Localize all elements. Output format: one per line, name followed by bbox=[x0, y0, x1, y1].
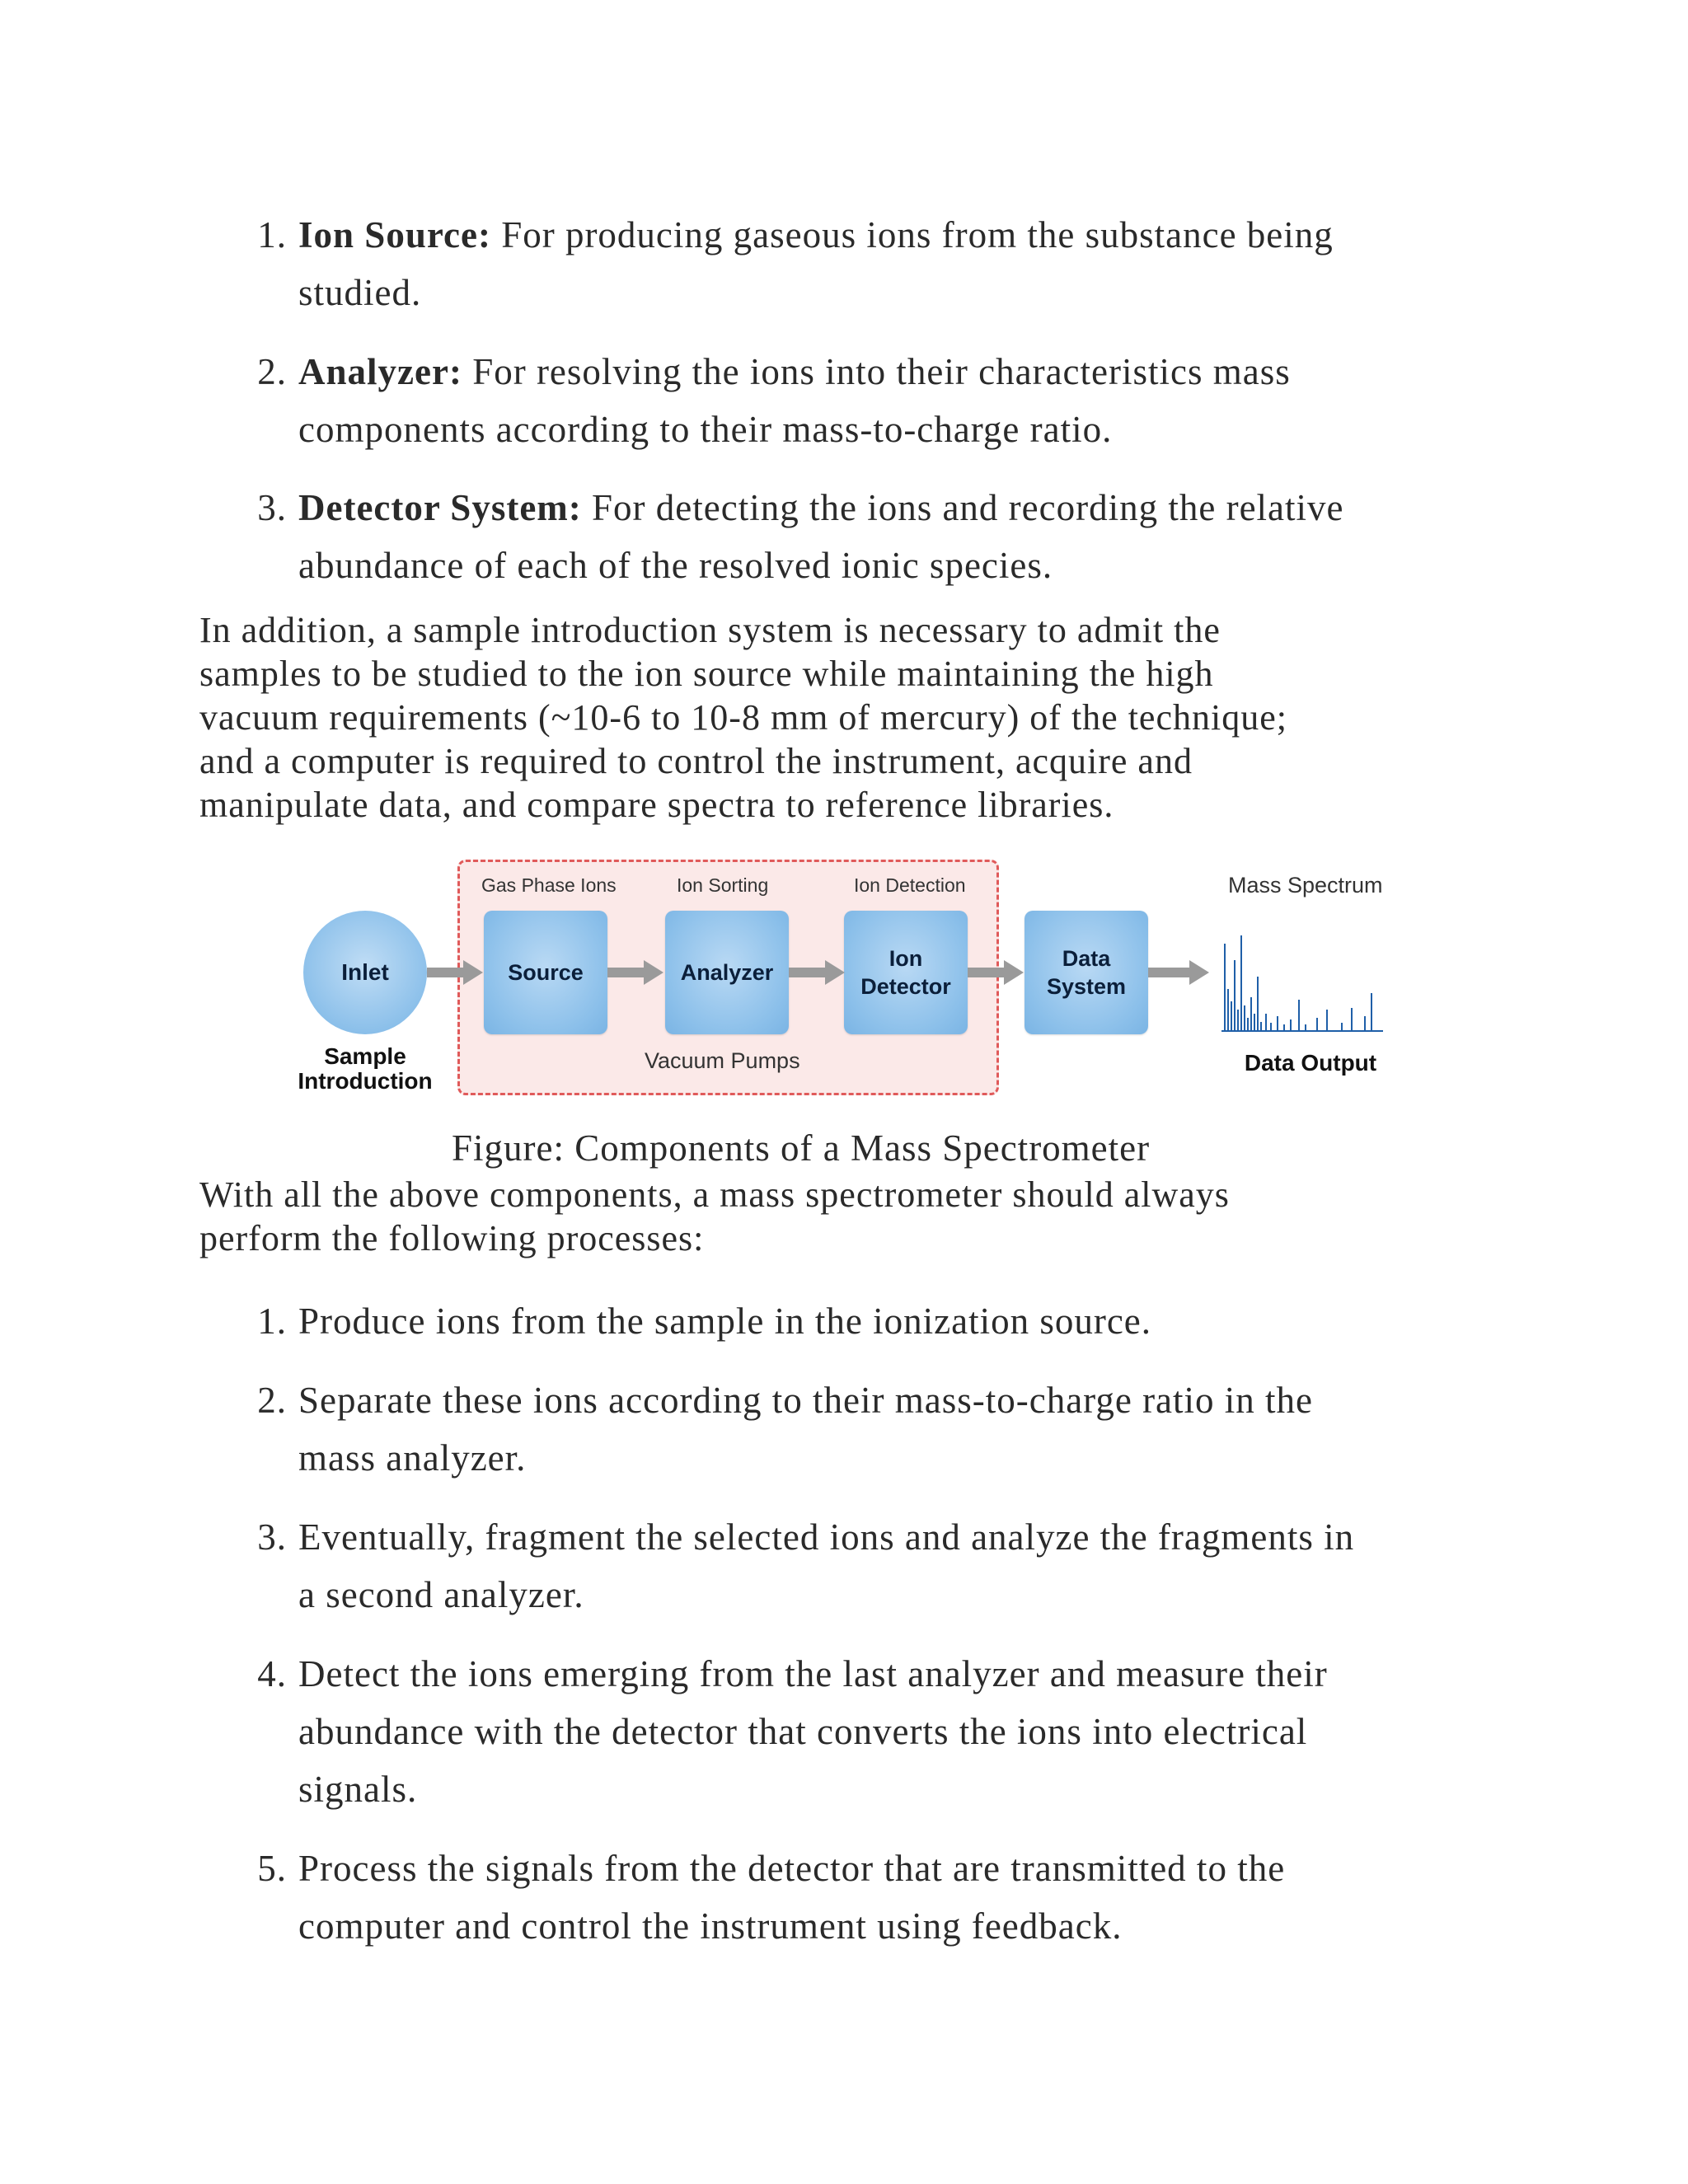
list-number: 5. bbox=[257, 1848, 287, 1889]
list-number: 2. bbox=[257, 351, 287, 392]
list-line: abundance of each of the resolved ionic species. bbox=[298, 545, 1053, 586]
paragraph-line: In addition, a sample introduction system is necessary to admit the bbox=[199, 610, 1221, 650]
list-text bbox=[298, 479, 1493, 594]
paragraph-processes-intro bbox=[199, 1173, 1485, 1260]
data-system-block: Data System bbox=[1025, 911, 1148, 1034]
paragraph-line: and a computer is required to control the instrument, acquire and bbox=[199, 741, 1193, 781]
paragraph-line: manipulate data, and compare spectra to reference libraries. bbox=[199, 785, 1114, 825]
list-line: components according to their mass-to-charge ratio. bbox=[298, 409, 1113, 450]
list-text: Produce ions from the sample in the ionization source. bbox=[298, 1301, 1152, 1342]
list-text: Separate these ions according to their mass-to-charge ratio in the mass analyzer. bbox=[298, 1380, 1314, 1479]
list-line: studied. bbox=[298, 272, 422, 313]
list-text bbox=[298, 206, 1493, 321]
figure-caption: Figure: Components of a Mass Spectrometer bbox=[452, 1127, 1151, 1169]
list-line: For detecting the ions and recording the relative abundance of each of the resolved ionic species. bbox=[298, 487, 1344, 586]
paragraph-line: vacuum requirements (~10-6 to 10-8 mm of mercury) of the technique; bbox=[199, 697, 1287, 738]
arrow-source-to-analyzer bbox=[607, 958, 665, 987]
term-analyzer: Analyzer: bbox=[298, 351, 462, 392]
paragraph-line: samples to be studied to the ion source while maintaining the high bbox=[199, 654, 1214, 694]
paragraph-sample-introduction bbox=[199, 608, 1485, 827]
list-line: For resolving the ions into their characteristics mass components according to their mass-to-charge ratio. bbox=[298, 351, 1291, 450]
vacuum-pumps-label: Vacuum Pumps bbox=[645, 1048, 800, 1073]
list-text: Process the signals from the detector that are transmitted to the computer and control the instrument using feedback. bbox=[298, 1848, 1286, 1947]
term-ion-source: Ion Source: bbox=[298, 214, 491, 255]
arrow-analyzer-to-detector bbox=[789, 958, 846, 987]
ion-sorting-label: Ion Sorting bbox=[677, 874, 769, 896]
list-number: 3. bbox=[257, 1516, 287, 1558]
list-text: Detect the ions emerging from the last analyzer and measure their abundance with the detector that converts the ions into electrical signals. bbox=[298, 1653, 1328, 1810]
inlet-circle: Inlet bbox=[303, 911, 427, 1034]
arrow-data-system-to-output bbox=[1148, 958, 1211, 987]
list-number: 2. bbox=[257, 1380, 287, 1421]
list-number: 4. bbox=[257, 1653, 287, 1694]
gas-phase-ions-label: Gas Phase Ions bbox=[481, 874, 617, 896]
ion-detector-block: Ion Detector bbox=[844, 911, 968, 1034]
mass-spectrometer-diagram bbox=[288, 853, 1401, 1110]
list-text bbox=[298, 343, 1493, 458]
sample-introduction-label: Sample Introduction bbox=[298, 1043, 433, 1094]
source-block: Source bbox=[484, 911, 607, 1034]
arrow-detector-to-data-system bbox=[968, 958, 1025, 987]
list-number: 1. bbox=[257, 214, 287, 255]
list-line: For producing gaseous ions from the substance being bbox=[490, 214, 1334, 255]
list-number: 1. bbox=[257, 1301, 287, 1342]
list-text: Eventually, fragment the selected ions and analyze the fragments in a second analyzer. bbox=[298, 1516, 1355, 1615]
list-number: 3. bbox=[257, 487, 287, 528]
mass-spectrum-label: Mass Spectrum bbox=[1228, 873, 1383, 898]
data-output-label: Data Output bbox=[1244, 1050, 1377, 1076]
mass-spectrum-icon bbox=[1220, 911, 1385, 1034]
term-detector-system: Detector System: bbox=[298, 487, 582, 528]
paragraph-line: perform the following processes: bbox=[199, 1218, 705, 1258]
paragraph-line: With all the above components, a mass spectrometer should always bbox=[199, 1174, 1230, 1215]
analyzer-block: Analyzer bbox=[665, 911, 789, 1034]
arrow-inlet-to-source bbox=[427, 958, 485, 987]
ion-detection-label: Ion Detection bbox=[854, 874, 966, 896]
